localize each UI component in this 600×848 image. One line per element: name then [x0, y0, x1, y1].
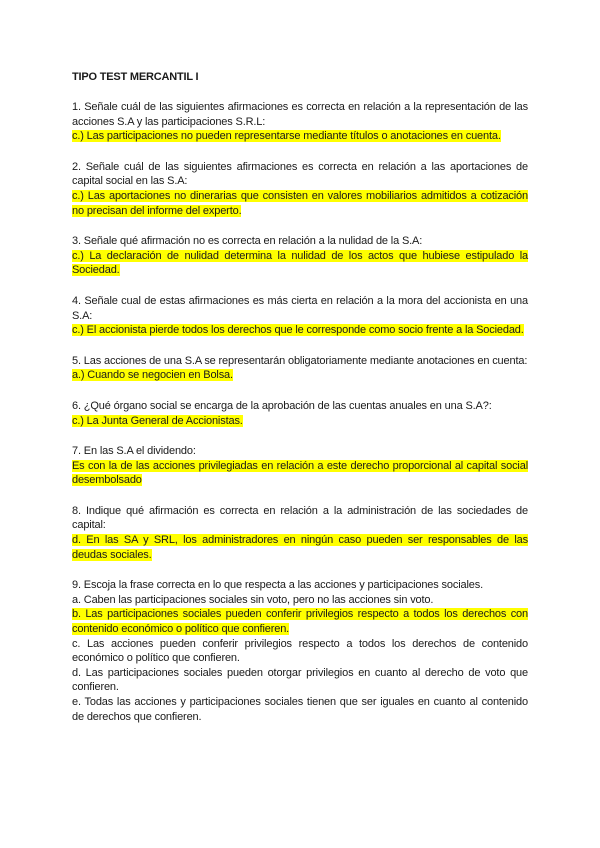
option-c: c. Las acciones pueden conferir privilegios respecto a todos los derechos de contenido económico o político que confieren. [72, 637, 528, 665]
document-page [72, 70, 528, 740]
question-4 [72, 294, 528, 338]
question-8 [72, 504, 528, 562]
highlighted-answer: c.) Las participaciones no pueden representarse mediante títulos o anotaciones en cuenta. [72, 130, 501, 143]
question-text: 7. En las S.A el dividendo: [72, 445, 196, 458]
highlighted-answer: c.) La declaración de nulidad determina la nulidad de los actos que hubiese estipulado la Sociedad. [72, 249, 528, 277]
question-text: 9. Escoja la frase correcta en lo que respecta a las acciones y participaciones sociales. [72, 579, 483, 592]
highlighted-answer: Es con la de las acciones privilegiadas en relación a este derecho proporcional al capital social desembolsado [72, 459, 528, 487]
highlighted-answer: c.) La Junta General de Accionistas. [72, 414, 243, 427]
question-text: 6. ¿Qué órgano social se encarga de la aprobación de las cuentas anuales en una S.A?: [72, 399, 492, 412]
question-text: 4. Señale cual de estas afirmaciones es más cierta en relación a la mora del accionista en una S.A: [72, 294, 528, 322]
option-e: e. Todas las acciones y participaciones sociales tienen que ser iguales en cuanto al contenido de derechos que confieren. [72, 696, 528, 723]
question-7 [72, 444, 528, 488]
option-d: d. Las participaciones sociales pueden otorgar privilegios en cuanto al derecho de voto que confieren. [72, 666, 528, 694]
question-text: 3. Señale qué afirmación no es correcta en relación a la nulidad de la S.A: [72, 235, 423, 248]
document-title: TIPO TEST MERCANTIL I [72, 71, 199, 83]
question-3 [72, 234, 528, 278]
question-text: 8. Indique qué afirmación es correcta en relación a la administración de las sociedades de capital: [72, 504, 528, 532]
question-2 [72, 160, 528, 218]
question-6 [72, 399, 528, 428]
highlighted-answer: d. En las SA y SRL, los administradores en ningún caso pueden ser responsables de las deudas sociales. [72, 534, 528, 561]
question-text: 2. Señale cuál de las siguientes afirmaciones es correcta en relación a las aportaciones de capital social en las S.A: [72, 160, 528, 188]
highlighted-answer: c.) Las aportaciones no dinerarias que consisten en valores mobiliarios admitidos a cotización no precisan del informe del experto. [72, 189, 528, 217]
question-text: 5. Las acciones de una S.A se representarán obligatoriamente mediante anotaciones en cuenta: [72, 354, 528, 367]
highlighted-answer: a.) Cuando se negocien en Bolsa. [72, 369, 233, 382]
question-5 [72, 354, 528, 383]
question-text: 1. Señale cuál de las siguientes afirmaciones es correcta en relación a la representación de las acciones S.A y las participaciones S.R.L: [72, 101, 528, 128]
highlighted-answer: b. Las participaciones sociales pueden conferir privilegios respecto a todos los derechos con contenido económico o político que confieren. [72, 608, 528, 636]
option-a: a. Caben las participaciones sociales sin voto, pero no las acciones sin voto. [72, 593, 434, 606]
question-9 [72, 578, 528, 724]
question-1 [72, 100, 528, 144]
highlighted-answer: c.) El accionista pierde todos los derechos que le corresponde como socio frente a la Sociedad. [72, 324, 524, 337]
